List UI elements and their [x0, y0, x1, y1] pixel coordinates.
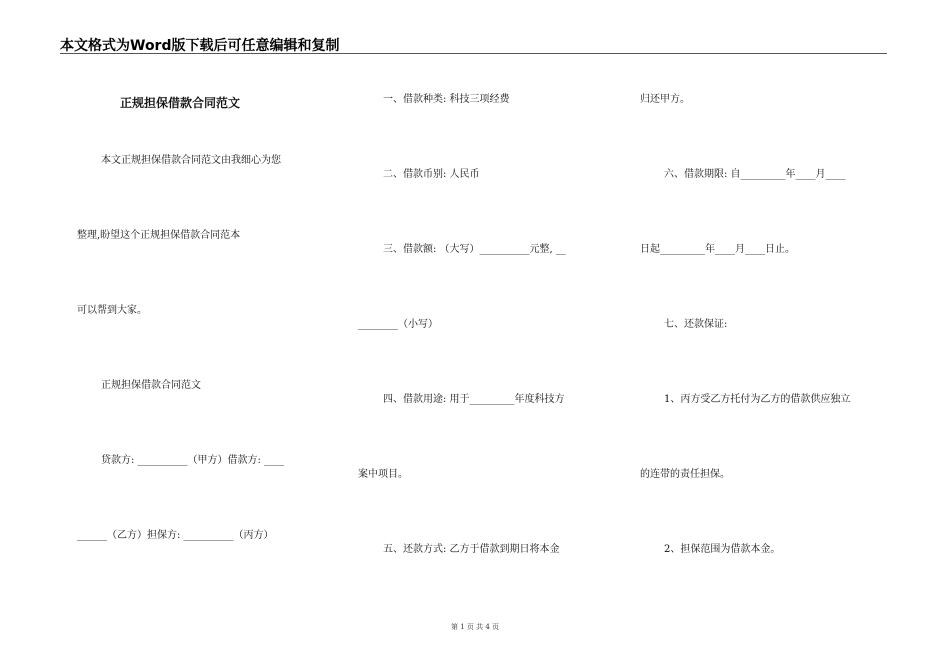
paragraph-line: 2、担保范围为借款本金。: [664, 544, 781, 555]
header-divider: [60, 53, 887, 54]
paragraph-line: 五、还款方式: 乙方于借款到期日将本金: [383, 544, 560, 555]
header-title: 本文格式为Word版下载后可任意编辑和复制: [60, 38, 340, 54]
paragraph-line: ______（乙方）担保方: __________（丙方）: [77, 530, 274, 541]
paragraph-line: 贷款方: __________（甲方）借款方: ____: [101, 455, 285, 466]
paragraph-line: 1、丙方受乙方托付为乙方的借款供应独立: [664, 394, 851, 405]
paragraph-line: 案中项目。: [358, 469, 408, 480]
paragraph-line: 三、借款额: （大写）__________元整, __: [383, 244, 566, 255]
paragraph-line: 本文正规担保借款合同范文由我细心为您: [101, 155, 281, 166]
paragraph-line: 的连带的责任担保。: [640, 469, 730, 480]
paragraph-line: 正规担保借款合同范文: [101, 380, 201, 391]
page-number: 第 1 页 共 4 页: [450, 623, 500, 631]
paragraph-line: 七、还款保证:: [664, 319, 728, 330]
paragraph-line: 可以帮到大家。: [77, 305, 147, 316]
paragraph-line: 归还甲方。: [640, 94, 690, 105]
paragraph-line: ________（小写）: [358, 319, 438, 330]
paragraph-line: 日起_________年____月____日止。: [640, 244, 795, 255]
paragraph-line: 六、借款期限: 自_________年____月____: [664, 169, 846, 180]
paragraph-line: 一、借款种类: 科技三项经费: [383, 94, 510, 105]
document-title: 正规担保借款合同范文: [120, 96, 241, 110]
paragraph-line: 整理,盼望这个正规担保借款合同范本: [77, 230, 241, 241]
paragraph-line: 二、借款币别: 人民币: [383, 169, 480, 180]
paragraph-line: 四、借款用途: 用于_________年度科技方: [383, 394, 565, 405]
